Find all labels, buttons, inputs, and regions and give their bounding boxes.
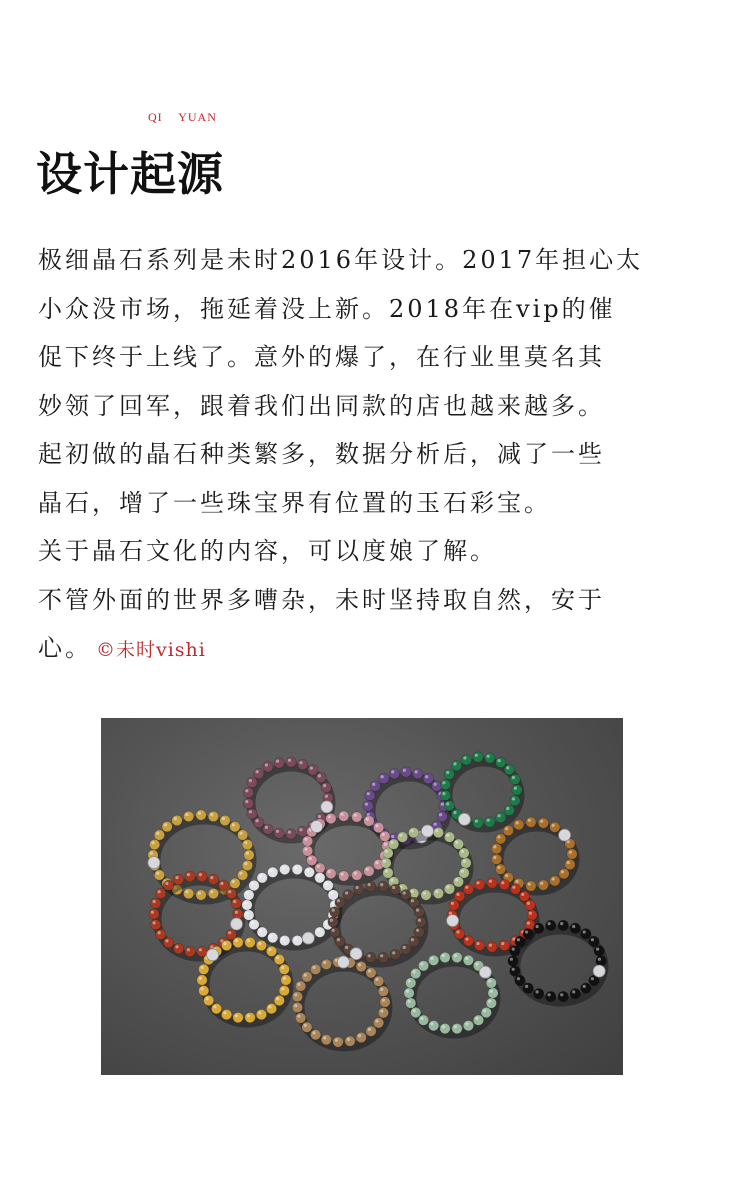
body-line: 妙领了回军，跟着我们出同款的店也越来越多。 — [38, 391, 605, 420]
yellow-jade-ring — [197, 937, 291, 1023]
malachite-ring — [440, 752, 522, 828]
picture-jasper-ring — [292, 956, 390, 1047]
product-photo — [101, 718, 623, 1075]
page-title: 设计起源 — [36, 147, 224, 201]
body-line: 起初做的晶石种类繁多，数据分析后，减了一些 — [38, 440, 605, 468]
body-line: 小众没市场，拖延着没上新。2018年在vip的催 — [38, 294, 616, 323]
body-line: 不管外面的世界多嘈杂，未时坚持取自然，安于 — [38, 585, 605, 614]
body-line: 晶石，增了一些珠宝界有位置的玉石彩宝。 — [38, 488, 551, 517]
article-body — [38, 236, 714, 673]
rose-quartz-ring — [302, 811, 392, 881]
crystal-rings-illustration — [101, 718, 623, 1075]
body-line-text: 心。 — [38, 634, 92, 662]
body-line-last — [38, 624, 714, 673]
body-line: 促下终于上线了。意外的爆了，在行业里莫名其 — [38, 343, 605, 371]
section-subtitle: QI YUAN — [148, 110, 217, 124]
body-line: 极细晶石系列是未时2016年设计。2017年担心太 — [38, 246, 644, 274]
body-line: 关于晶石文化的内容，可以度娘了解。 — [38, 537, 497, 565]
aventurine-ring — [404, 952, 498, 1034]
copyright-mark: ©未时vishi — [96, 639, 206, 661]
